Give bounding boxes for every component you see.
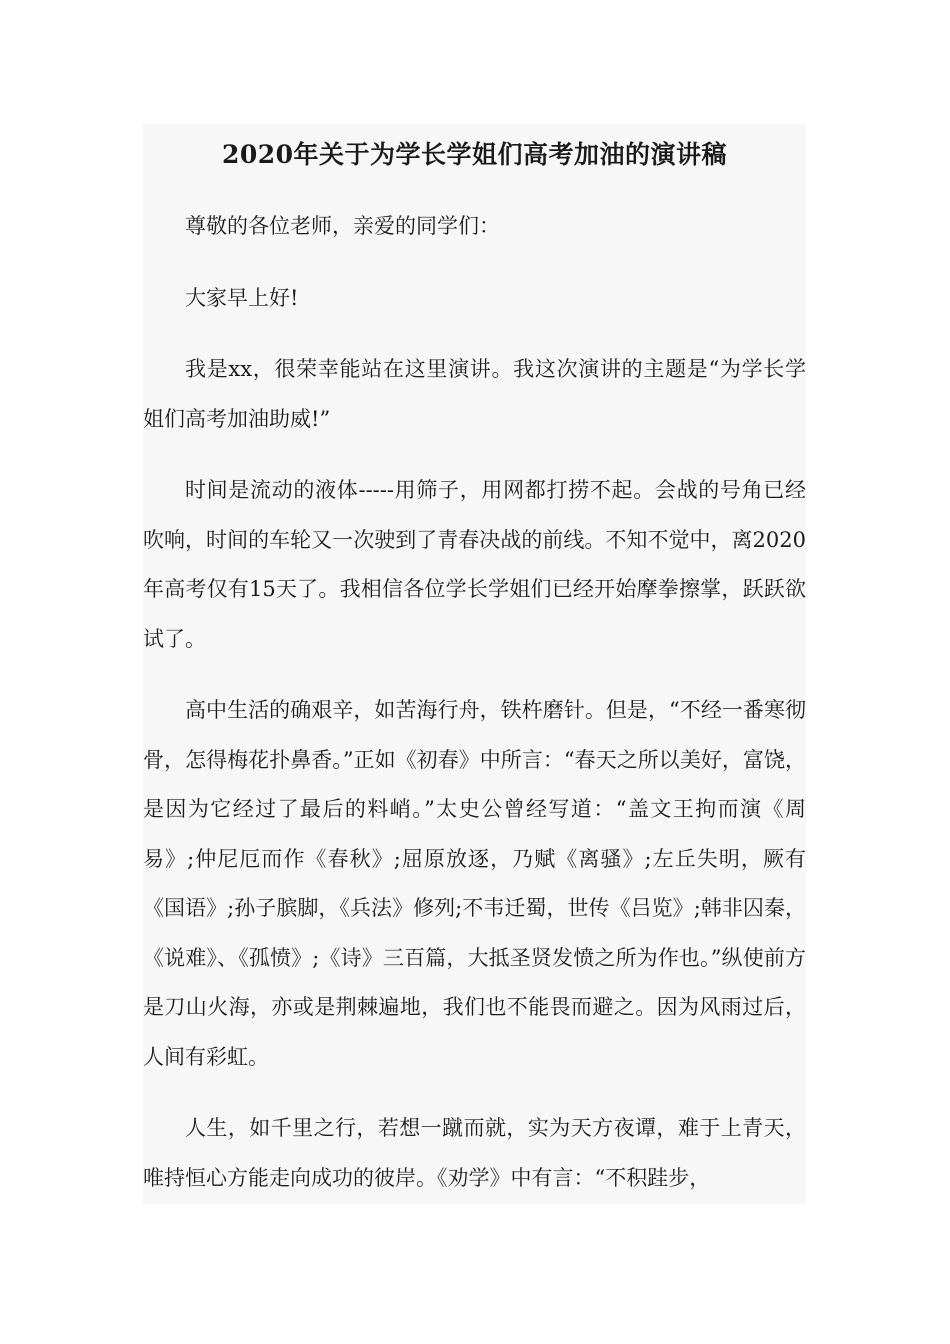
salutation: 尊敬的各位老师，亲爱的同学们：: [185, 214, 500, 238]
paragraph-time: 时间是流动的液体-----用筛子，用网都打捞不起。会战的号角已经吹响，时间的车轮又一次驶到了青春决战的前线。不知不觉中，离2020年高考仅有15天了。我相信各位学长学姐们已经开始摩拳擦掌，跃跃欲试了。: [143, 478, 806, 651]
paragraph-hardship: 高中生活的确艰辛，如苦海行舟，铁杵磨针。但是，“不经一番寒彻骨，怎得梅花扑鼻香。”正如《初春》中所言：“春天之所以美好，富饶，是因为它经过了最后的料峭。”太史公曾经写道：“盖文王拘而演《周易》;仲尼厄而作《春秋》;屈原放逐，乃赋《离骚》;左丘失明，厥有《国语》;孙子膑脚，《兵法》修列;不韦迁蜀，世传《吕览》;韩非囚秦，《说难》、《孤愤》;《诗》三百篇，大抵圣贤发愤之所为作也。”纵使前方是刀山火海，亦或是荆棘遍地，我们也不能畏而避之。因为风雨过后，人间有彩虹。: [143, 698, 806, 1069]
document-page: [143, 124, 806, 1204]
paragraph-intro: 我是xx，很荣幸能站在这里演讲。我这次演讲的主题是“为学长学姐们高考加油助威!”: [143, 357, 806, 431]
document-title: 2020年关于为学长学姐们高考加油的演讲稿: [221, 140, 728, 169]
paragraph-perseverance: 人生，如千里之行，若想一蹴而就，实为天方夜谭，难于上青天，唯持恒心方能走向成功的彼岸。《劝学》中有言：“不积跬步，: [143, 1116, 806, 1190]
greeting: 大家早上好!: [185, 285, 299, 310]
